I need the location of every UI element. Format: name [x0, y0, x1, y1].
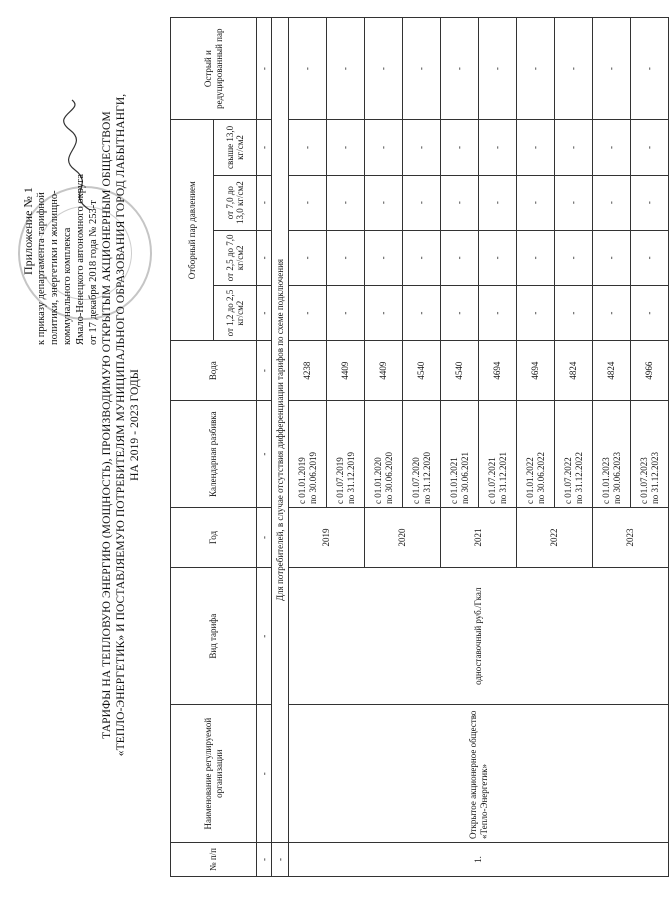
dash-cell: - [517, 18, 555, 120]
water-value: 4824 [555, 341, 593, 401]
note-text: Для потребителей, в случае отсутствия дифференциации тарифов по схеме подключения [272, 18, 289, 843]
dash-cell: - [403, 285, 441, 340]
header-row [171, 18, 214, 877]
period-cell [327, 401, 365, 508]
dash-cell: - [257, 18, 272, 120]
year-cell: 2022 [517, 508, 593, 568]
dash-cell: - [365, 230, 403, 285]
period-from: с 01.01.2019 [297, 457, 307, 505]
period-from: с 01.01.2023 [601, 457, 611, 505]
water-value: 4409 [365, 341, 403, 401]
appendix-block [22, 15, 100, 345]
dash-cell: - [257, 401, 272, 508]
period-to: по 30.06.2021 [459, 451, 470, 505]
dash-cell: - [257, 341, 272, 401]
dash-cell: - [365, 120, 403, 175]
dash-cell: - [479, 18, 517, 120]
dash-cell: - [441, 230, 479, 285]
dash-cell: - [327, 230, 365, 285]
water-value: 4824 [593, 341, 631, 401]
title-line: НА 2019 - 2023 ГОДЫ [129, 369, 141, 481]
dash-cell: - [403, 230, 441, 285]
dash-cell: - [555, 120, 593, 175]
period-to: по 31.12.2019 [345, 451, 356, 505]
dash-cell: - [517, 175, 555, 230]
appendix-line: Ямало-Ненецкого автономного округа [75, 173, 86, 345]
period-to: по 31.12.2022 [573, 451, 584, 505]
period-cell [365, 401, 403, 508]
dash-cell: - [365, 285, 403, 340]
period-from: с 01.01.2020 [373, 457, 383, 505]
dash-row [257, 18, 272, 877]
dash-cell: - [593, 175, 631, 230]
header-water: Вода [171, 341, 257, 401]
title-line: «ТЕПЛО-ЭНЕРГЕТИК» И ПОСТАВЛЯЕМУЮ ПОТРЕБИТЕЛЯМ МУНИЦИПАЛЬНОГО ОБРАЗОВАНИЯ ГОРОД ЛАБЫТНАНГИ, [115, 93, 127, 757]
water-value: 4540 [403, 341, 441, 401]
dash-cell: - [257, 120, 272, 175]
period-to: по 30.06.2022 [535, 451, 546, 505]
header-steam-group: Отборный пар давлением [171, 120, 214, 341]
title-line: ТАРИФЫ НА ТЕПЛОВУЮ ЭНЕРГИЮ (МОЩНОСТЬ), ПРОИЗВОДИМУЮ ОТКРЫТЫМ АКЦИОНЕРНЫМ ОБЩЕСТВОМ [101, 111, 113, 739]
period-to: по 30.06.2020 [383, 451, 394, 505]
period-cell [289, 401, 327, 508]
dash-cell: - [593, 18, 631, 120]
dash-cell: - [257, 230, 272, 285]
water-value: 4694 [479, 341, 517, 401]
dash-cell: - [403, 18, 441, 120]
dash-cell: - [441, 285, 479, 340]
period-from: с 01.07.2020 [411, 457, 421, 505]
dash-cell: - [593, 120, 631, 175]
dash-cell: - [327, 175, 365, 230]
tariff-type: одноставочный руб./Гкал [289, 567, 669, 704]
dash-cell: - [441, 175, 479, 230]
dash-cell: - [555, 230, 593, 285]
period-cell [403, 401, 441, 508]
period-to: по 30.06.2019 [307, 451, 318, 505]
document-title [100, 5, 142, 845]
header-year: Год [171, 508, 257, 568]
dash-cell: - [289, 18, 327, 120]
period-to: по 31.12.2021 [497, 451, 508, 505]
header-type: Вид тарифа [171, 567, 257, 704]
dash-cell: - [517, 285, 555, 340]
period-from: с 01.07.2019 [335, 457, 345, 505]
dash-cell: - [257, 842, 272, 876]
period-from: с 01.07.2021 [487, 457, 497, 505]
dash-cell: - [365, 18, 403, 120]
year-cell: 2023 [593, 508, 669, 568]
period-to: по 30.06.2023 [611, 451, 622, 505]
dash-cell: - [403, 120, 441, 175]
dash-cell: - [555, 285, 593, 340]
header-period: Календарная разбивка [171, 401, 257, 508]
dash-cell: - [631, 230, 669, 285]
period-from: с 01.07.2022 [563, 457, 573, 505]
period-cell [479, 401, 517, 508]
dash-cell: - [289, 175, 327, 230]
dash-cell: - [555, 18, 593, 120]
dash-cell: - [441, 120, 479, 175]
header-p1: от 1,2 до 2,5 кг/см2 [214, 285, 257, 340]
dash-cell: - [631, 18, 669, 120]
dash-cell: - [327, 120, 365, 175]
table-row [289, 18, 327, 877]
tariff-table [170, 17, 669, 877]
period-to: по 31.12.2020 [421, 451, 432, 505]
dash-cell: - [479, 120, 517, 175]
appendix-line: к приказу департамента тарифной [36, 192, 47, 345]
appendix-line: от 17 декабря 2018 года № 253-т [88, 200, 99, 345]
period-cell [593, 401, 631, 508]
period-from: с 01.01.2021 [449, 457, 459, 505]
appendix-line: политики, энергетики и жилищно- [49, 190, 60, 345]
water-value: 4966 [631, 341, 669, 401]
year-cell: 2020 [365, 508, 441, 568]
dash-cell: - [403, 175, 441, 230]
header-p3: от 7,0 до 13,0 кг/см2 [214, 175, 257, 230]
dash-cell: - [365, 175, 403, 230]
year-cell: 2021 [441, 508, 517, 568]
header-p2: от 2,5 до 7,0 кг/см2 [214, 230, 257, 285]
water-value: 4409 [327, 341, 365, 401]
dash-cell: - [441, 18, 479, 120]
header-no: № п/п [171, 842, 257, 876]
period-cell [517, 401, 555, 508]
header-steam-sharp: Острый и редуцированный пар [171, 18, 257, 120]
period-from: с 01.01.2022 [525, 457, 535, 505]
header-p4: свыше 13,0 кг/см2 [214, 120, 257, 175]
dash-cell: - [257, 285, 272, 340]
dash-cell: - [257, 567, 272, 704]
dash-cell: - [257, 508, 272, 568]
water-value: 4540 [441, 341, 479, 401]
water-value: 4694 [517, 341, 555, 401]
dash-cell: - [289, 230, 327, 285]
year-cell: 2019 [289, 508, 365, 568]
dash-cell: - [257, 705, 272, 842]
water-value: 4238 [289, 341, 327, 401]
dash-cell: - [327, 18, 365, 120]
dash-cell: - [517, 230, 555, 285]
dash-cell: - [257, 175, 272, 230]
period-cell [441, 401, 479, 508]
period-from: с 01.07.2023 [639, 457, 649, 505]
dash-cell: - [289, 285, 327, 340]
appendix-line: коммунального комплекса [62, 227, 73, 345]
dash-cell: - [479, 230, 517, 285]
org-name: Открытое акционерное общество «Тепло-Энергетик» [289, 705, 669, 842]
dash-cell: - [517, 120, 555, 175]
row-number: 1. [289, 842, 669, 876]
dash-cell: - [555, 175, 593, 230]
dash-cell: - [479, 285, 517, 340]
dash-cell: - [631, 285, 669, 340]
dash-cell: - [593, 285, 631, 340]
period-cell [631, 401, 669, 508]
note-row [272, 18, 289, 877]
dash-cell: - [289, 120, 327, 175]
period-cell [555, 401, 593, 508]
dash-cell: - [593, 230, 631, 285]
dash-cell: - [479, 175, 517, 230]
header-org: Наименование регулируемой организации [171, 705, 257, 842]
appendix-title: Приложение № 1 [21, 187, 35, 275]
dash-cell: - [272, 842, 289, 876]
dash-cell: - [631, 120, 669, 175]
dash-cell: - [327, 285, 365, 340]
dash-cell: - [631, 175, 669, 230]
period-to: по 31.12.2023 [649, 451, 660, 505]
